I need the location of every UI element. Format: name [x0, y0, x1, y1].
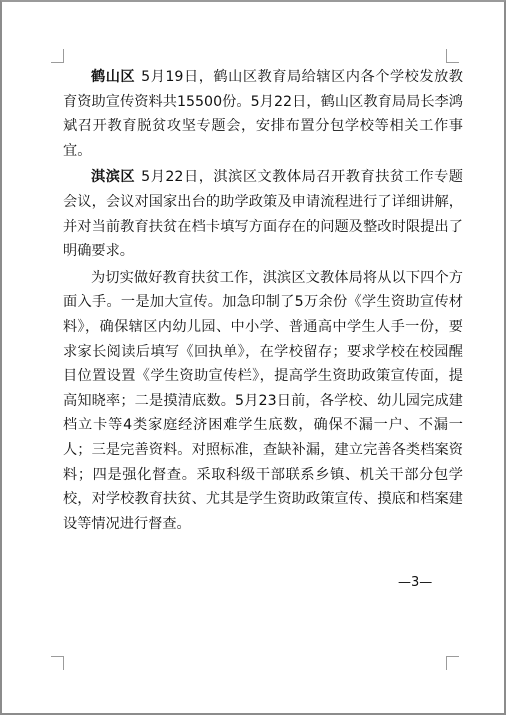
crop-mark-bottom-right	[446, 656, 459, 670]
paragraph-lead: 淇滨区	[91, 169, 136, 186]
paragraph-qibin	[63, 165, 463, 263]
paragraph-text: 5月22日，淇滨区文教体局召开教育扶贫工作专题会议，会议对国家出台的助学政策及申请流程进行了详细讲解，并对当前教育扶贫在档卡填写方面存在的问题及整改时限提出了明确要求。	[63, 169, 463, 260]
page-number: —3—	[398, 575, 433, 590]
crop-mark-top-left	[51, 49, 64, 63]
crop-mark-top-right	[446, 49, 459, 63]
paragraph-text: 为切实做好教育扶贫工作，淇滨区文教体局将从以下四个方面入手。一是加大宣传。加急印制了5万余份《学生资助宣传材料》，确保辖区内幼儿园、中小学、普通高中学生人手一份，要求家长阅读后填写《回执单》，在学校留存；要求学校在校园醒目位置设置《学生资助宣传栏》，提高学生资助政策宣传面，提高知晓率；二是摸清底数。5月23日前，各学校、幼儿园完成建档立卡等4类家庭经济困难学生底数，确保不漏一户、不漏一人；三是完善资料。对照标准，查缺补漏，建立完善各类档案资料；四是强化督查。采取科级干部联系乡镇、机关干部分包学校，对学校教育扶贫、尤其是学生资助政策宣传、摸底和档案建设等情况进行督查。	[63, 269, 463, 532]
crop-mark-bottom-left	[51, 656, 64, 670]
paragraph-measures	[63, 266, 463, 537]
paragraph-lead: 鹤山区	[91, 69, 136, 85]
document-body	[63, 65, 463, 538]
paragraph-heshan	[63, 65, 463, 163]
paragraph-text: 5月19日，鹤山区教育局给辖区内各个学校发放教育资助宣传资料共15500份。5月22日，鹤山区教育局局长李鸿斌召开教育脱贫攻坚专题会，安排布置分包学校等相关工作事宜。	[63, 69, 463, 159]
